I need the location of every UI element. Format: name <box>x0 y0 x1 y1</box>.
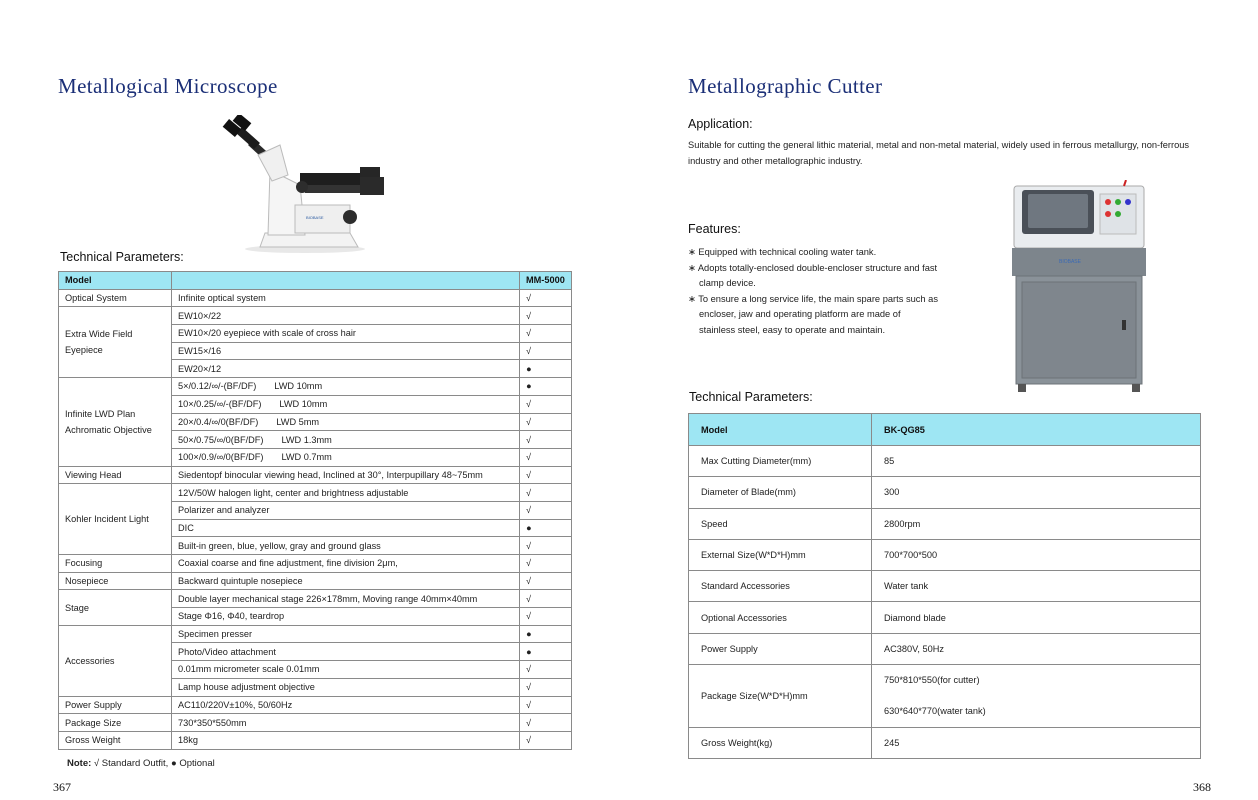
row-mark: ● <box>520 643 572 661</box>
row-spec: EW10×/22 <box>172 307 520 325</box>
row-mark: √ <box>520 431 572 449</box>
table-row-package <box>689 665 1201 728</box>
row-spec: DIC <box>172 519 520 537</box>
row-label: External Size(W*D*H)mm <box>689 539 872 570</box>
row-label: Gross Weight(kg) <box>689 728 872 759</box>
objective-lwd: LWD 10mm <box>279 399 328 410</box>
row-mark: ● <box>520 625 572 643</box>
row-mark: √ <box>520 714 572 732</box>
feature-item: ∗ Adopts totally-enclosed double-encloser structure and fast clamp device. <box>688 262 938 288</box>
row-spec <box>172 413 520 431</box>
row-spec: Polarizer and analyzer <box>172 501 520 519</box>
row-spec: 18kg <box>172 731 520 749</box>
row-mark: ● <box>520 360 572 378</box>
row-value: 85 <box>872 446 1201 477</box>
row-spec: Photo/Video attachment <box>172 643 520 661</box>
objective-lwd: LWD 5mm <box>276 416 320 427</box>
row-mark: √ <box>520 572 572 590</box>
microscope-spec-table <box>58 271 572 750</box>
row-spec: Infinite optical system <box>172 289 520 307</box>
row-spec: EW20×/12 <box>172 360 520 378</box>
header-model: Model <box>689 414 872 446</box>
row-value: 300 <box>872 477 1201 508</box>
row-value: AC380V, 50Hz <box>872 633 1201 664</box>
cutter-title: Metallographic Cutter <box>688 74 883 98</box>
row-spec: Lamp house adjustment objective <box>172 678 520 696</box>
row-mark: √ <box>520 413 572 431</box>
package-tank: 630*640*770(water tank) <box>884 706 986 717</box>
row-group-label: Infinite LWD Plan Achromatic Objective <box>59 378 172 466</box>
objective-lwd: LWD 1.3mm <box>281 434 332 445</box>
table-row <box>59 590 572 608</box>
microscope-tech-heading: Technical Parameters: <box>60 250 184 264</box>
row-spec: Backward quintuple nosepiece <box>172 572 520 590</box>
row-spec: Built-in green, blue, yellow, gray and ground glass <box>172 537 520 555</box>
table-row <box>59 289 572 307</box>
cutter-brand-logo: BIOBASE <box>1059 259 1081 265</box>
row-mark: √ <box>520 325 572 343</box>
table-row <box>689 539 1201 570</box>
row-value: 245 <box>872 728 1201 759</box>
row-mark: √ <box>520 608 572 626</box>
table-header-row <box>59 272 572 290</box>
row-mark: √ <box>520 555 572 573</box>
table-row <box>689 508 1201 539</box>
table-note <box>67 758 215 769</box>
row-group-label: Focusing <box>59 555 172 573</box>
microscope-brand-logo: BIOBASE <box>306 215 324 220</box>
table-row <box>689 477 1201 508</box>
table-row <box>59 696 572 714</box>
note-label: Note: <box>67 758 92 769</box>
feature-item: ∗ Equipped with technical cooling water tank. <box>688 247 877 257</box>
row-spec: Stage Φ16, Φ40, teardrop <box>172 608 520 626</box>
row-spec: 12V/50W halogen light, center and brightness adjustable <box>172 484 520 502</box>
row-value: 700*700*500 <box>872 539 1201 570</box>
row-spec: 0.01mm micrometer scale 0.01mm <box>172 661 520 679</box>
feature-item: ∗ To ensure a long service life, the main spare parts such as encloser, jaw and operating platform are made of stainless steel, easy to operate and maintain. <box>688 293 938 335</box>
features-list <box>688 245 938 338</box>
row-group-label: Extra Wide Field Eyepiece <box>59 307 172 378</box>
table-row <box>59 731 572 749</box>
table-row <box>59 307 572 325</box>
table-row <box>689 633 1201 664</box>
page-number-left: 367 <box>53 780 71 794</box>
row-spec: Coaxial coarse and fine adjustment, fine division 2μm, <box>172 555 520 573</box>
table-row <box>689 571 1201 602</box>
header-spec <box>172 272 520 290</box>
table-row <box>59 484 572 502</box>
table-row <box>59 714 572 732</box>
table-row <box>689 728 1201 759</box>
row-spec <box>172 431 520 449</box>
row-spec: Double layer mechanical stage 226×178mm, Moving range 40mm×40mm <box>172 590 520 608</box>
row-mark: √ <box>520 501 572 519</box>
objective-spec: 100×/0.9/∞/0(BF/DF) <box>178 452 264 463</box>
row-group-label: Viewing Head <box>59 466 172 484</box>
table-row <box>59 555 572 573</box>
package-cutter: 750*810*550(for cutter) <box>884 675 980 686</box>
page-number-right: 368 <box>1193 780 1211 794</box>
application-heading: Application: <box>688 117 753 131</box>
right-page <box>629 0 1258 800</box>
row-label: Standard Accessories <box>689 571 872 602</box>
row-mark: √ <box>520 307 572 325</box>
header-model-number: BK-QG85 <box>872 414 1201 446</box>
objective-spec: 10×/0.25/∞/-(BF/DF) <box>178 399 262 410</box>
header-model-number: MM-5000 <box>520 272 572 290</box>
row-mark: √ <box>520 537 572 555</box>
row-label: Optional Accessories <box>689 602 872 633</box>
row-value: Water tank <box>872 571 1201 602</box>
row-spec: Specimen presser <box>172 625 520 643</box>
row-group-label: Nosepiece <box>59 572 172 590</box>
table-row <box>59 625 572 643</box>
objective-spec: 20×/0.4/∞/0(BF/DF) <box>178 416 259 427</box>
row-spec: 730*350*550mm <box>172 714 520 732</box>
table-row <box>59 466 572 484</box>
row-mark: √ <box>520 466 572 484</box>
row-spec <box>172 448 520 466</box>
table-row <box>689 602 1201 633</box>
row-spec <box>172 378 520 396</box>
row-spec: Siedentopf binocular viewing head, Inclined at 30°, Interpupillary 48~75mm <box>172 466 520 484</box>
objective-spec: 50×/0.75/∞/0(BF/DF) <box>178 434 264 445</box>
row-spec: EW15×/16 <box>172 342 520 360</box>
row-mark: √ <box>520 289 572 307</box>
objective-lwd: LWD 0.7mm <box>281 452 332 463</box>
objective-spec: 5×/0.12/∞/-(BF/DF) <box>178 381 257 392</box>
row-group-label: Kohler Incident Light <box>59 484 172 555</box>
features-heading: Features: <box>688 222 741 236</box>
cutter-tech-heading: Technical Parameters: <box>689 390 813 404</box>
row-spec <box>172 395 520 413</box>
row-spec: AC110/220V±10%, 50/60Hz <box>172 696 520 714</box>
cutter-image <box>1004 180 1154 395</box>
row-group-label: Accessories <box>59 625 172 696</box>
table-row <box>59 572 572 590</box>
row-group-label: Optical System <box>59 289 172 307</box>
table-header-row <box>689 414 1201 446</box>
row-mark: √ <box>520 342 572 360</box>
row-label: Speed <box>689 508 872 539</box>
row-group-label: Gross Weight <box>59 731 172 749</box>
cutter-spec-table <box>688 413 1201 759</box>
row-value: Diamond blade <box>872 602 1201 633</box>
table-row <box>59 378 572 396</box>
row-group-label: Power Supply <box>59 696 172 714</box>
row-mark: ● <box>520 378 572 396</box>
row-label: Diameter of Blade(mm) <box>689 477 872 508</box>
microscope-title: Metallogical Microscope <box>58 74 278 98</box>
objective-lwd: LWD 10mm <box>274 381 323 392</box>
header-model: Model <box>59 272 172 290</box>
row-mark: √ <box>520 661 572 679</box>
row-group-label: Stage <box>59 590 172 625</box>
row-mark: √ <box>520 678 572 696</box>
note-text: √ Standard Outfit, ● Optional <box>91 758 215 769</box>
row-label: Power Supply <box>689 633 872 664</box>
row-mark: √ <box>520 590 572 608</box>
application-text: Suitable for cutting the general lithic material, metal and non-metal material, widely used in ferrous metallurgy, non-ferrous industry and other metallographic industry. <box>688 140 1190 166</box>
row-mark: √ <box>520 395 572 413</box>
row-value <box>872 665 1201 728</box>
row-mark: ● <box>520 519 572 537</box>
row-group-label: Package Size <box>59 714 172 732</box>
row-mark: √ <box>520 696 572 714</box>
table-row <box>689 446 1201 477</box>
row-mark: √ <box>520 448 572 466</box>
row-label: Package Size(W*D*H)mm <box>689 665 872 728</box>
row-spec: EW10×/20 eyepiece with scale of cross hair <box>172 325 520 343</box>
row-label: Max Cutting Diameter(mm) <box>689 446 872 477</box>
row-value: 2800rpm <box>872 508 1201 539</box>
microscope-image <box>210 115 395 255</box>
row-mark: √ <box>520 731 572 749</box>
row-mark: √ <box>520 484 572 502</box>
